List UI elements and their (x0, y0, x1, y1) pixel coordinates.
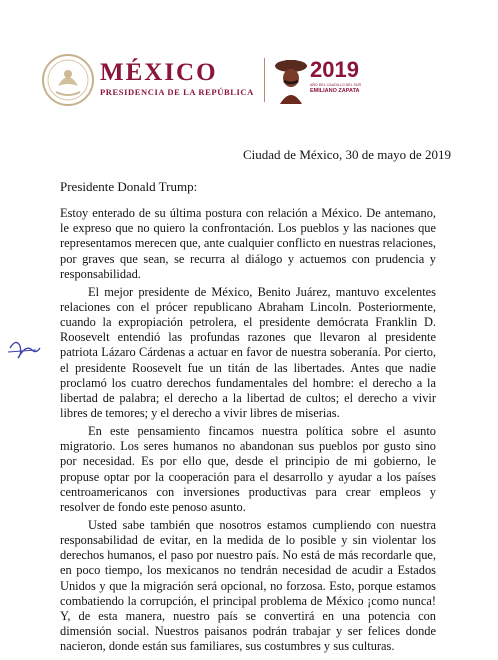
margin-initial-mark-icon (6, 336, 42, 362)
paragraph: Estoy enterado de su última postura con relación a México. De antemano, le expreso que no quiero la confrontación. Los pueblos y las naciones que representamos merecen que, ante cualquier conflicto en nuestras relaciones, por graves que sean, se recurra al diálogo y actuemos con prudencia y responsabilidad. (60, 206, 436, 281)
office-name: PRESIDENCIA DE LA REPÚBLICA (100, 87, 254, 97)
dateline: Ciudad de México, 30 de mayo de 2019 (243, 147, 451, 162)
brand-block (100, 60, 254, 97)
paragraph: El mejor presidente de México, Benito Juárez, mantuvo excelentes relaciones con el prócer republicano Abraham Lincoln. Posteriormente, cuando la expropiación petrolera, el presidente demócrata Franklin D. Roosevelt entendió las profundas razones que llevaron al presidente patriota Lázaro Cárdenas a actuar en favor de nuestra soberanía. Por cierto, el presidente Roosevelt fue un titán de las libertades. Antes que nadie proclamó los cuatro derechos fundamentales del hombre: el derecho a la libertad de palabra; el derecho a la libertad de cultos; el derecho a vivir libres de temores; y el derecho a vivir libres de miserias. (60, 284, 436, 421)
paragraph: Usted sabe también que nosotros estamos cumpliendo con nuestra responsabilidad de evitar, en la medida de lo posible y sin violentar los derechos humanos, el paso por nuestro país. No está de más recordarle que, en poco tiempo, los mexicanos no tendrán necesidad de acudir a Estados Unidos y que la migración será opcional, no forzosa. Esto, porque estamos combatiendo la corrupción, el principal problema de México ¡como nunca! Y, de esta manera, nuestro país se convertirá en una potencia con dimensión social. Nuestros paisanos podrán trabajar y ser felices donde nacieron, donde están sus familiares, sus costumbres y sus culturas. (60, 517, 436, 654)
country-name: MÉXICO (100, 59, 218, 86)
year-honoree: EMILIANO ZAPATA (310, 88, 360, 94)
letter-body (60, 206, 436, 657)
letterhead (40, 52, 370, 112)
letterhead-divider (264, 58, 265, 102)
paragraph: En este pensamiento fincamos nuestra política sobre el asunto migratorio. Los seres humanos no abandonan sus pueblos por gusto sino por necesidad. Es por ello que, desde el principio de mi gobierno, le propuse optar por la cooperación para el desarrollo y ayudar a los países centroamericanos con inversiones productivas para crear empleos y resolver de fondo este penoso asunto. (60, 424, 436, 515)
national-seal-icon (40, 52, 96, 108)
zapata-portrait-icon (274, 56, 308, 106)
salutation: Presidente Donald Trump: (60, 179, 198, 194)
year-label: 2019 (310, 57, 359, 82)
year-caption: AÑO DEL CAUDILLO DEL SUR (310, 83, 362, 87)
